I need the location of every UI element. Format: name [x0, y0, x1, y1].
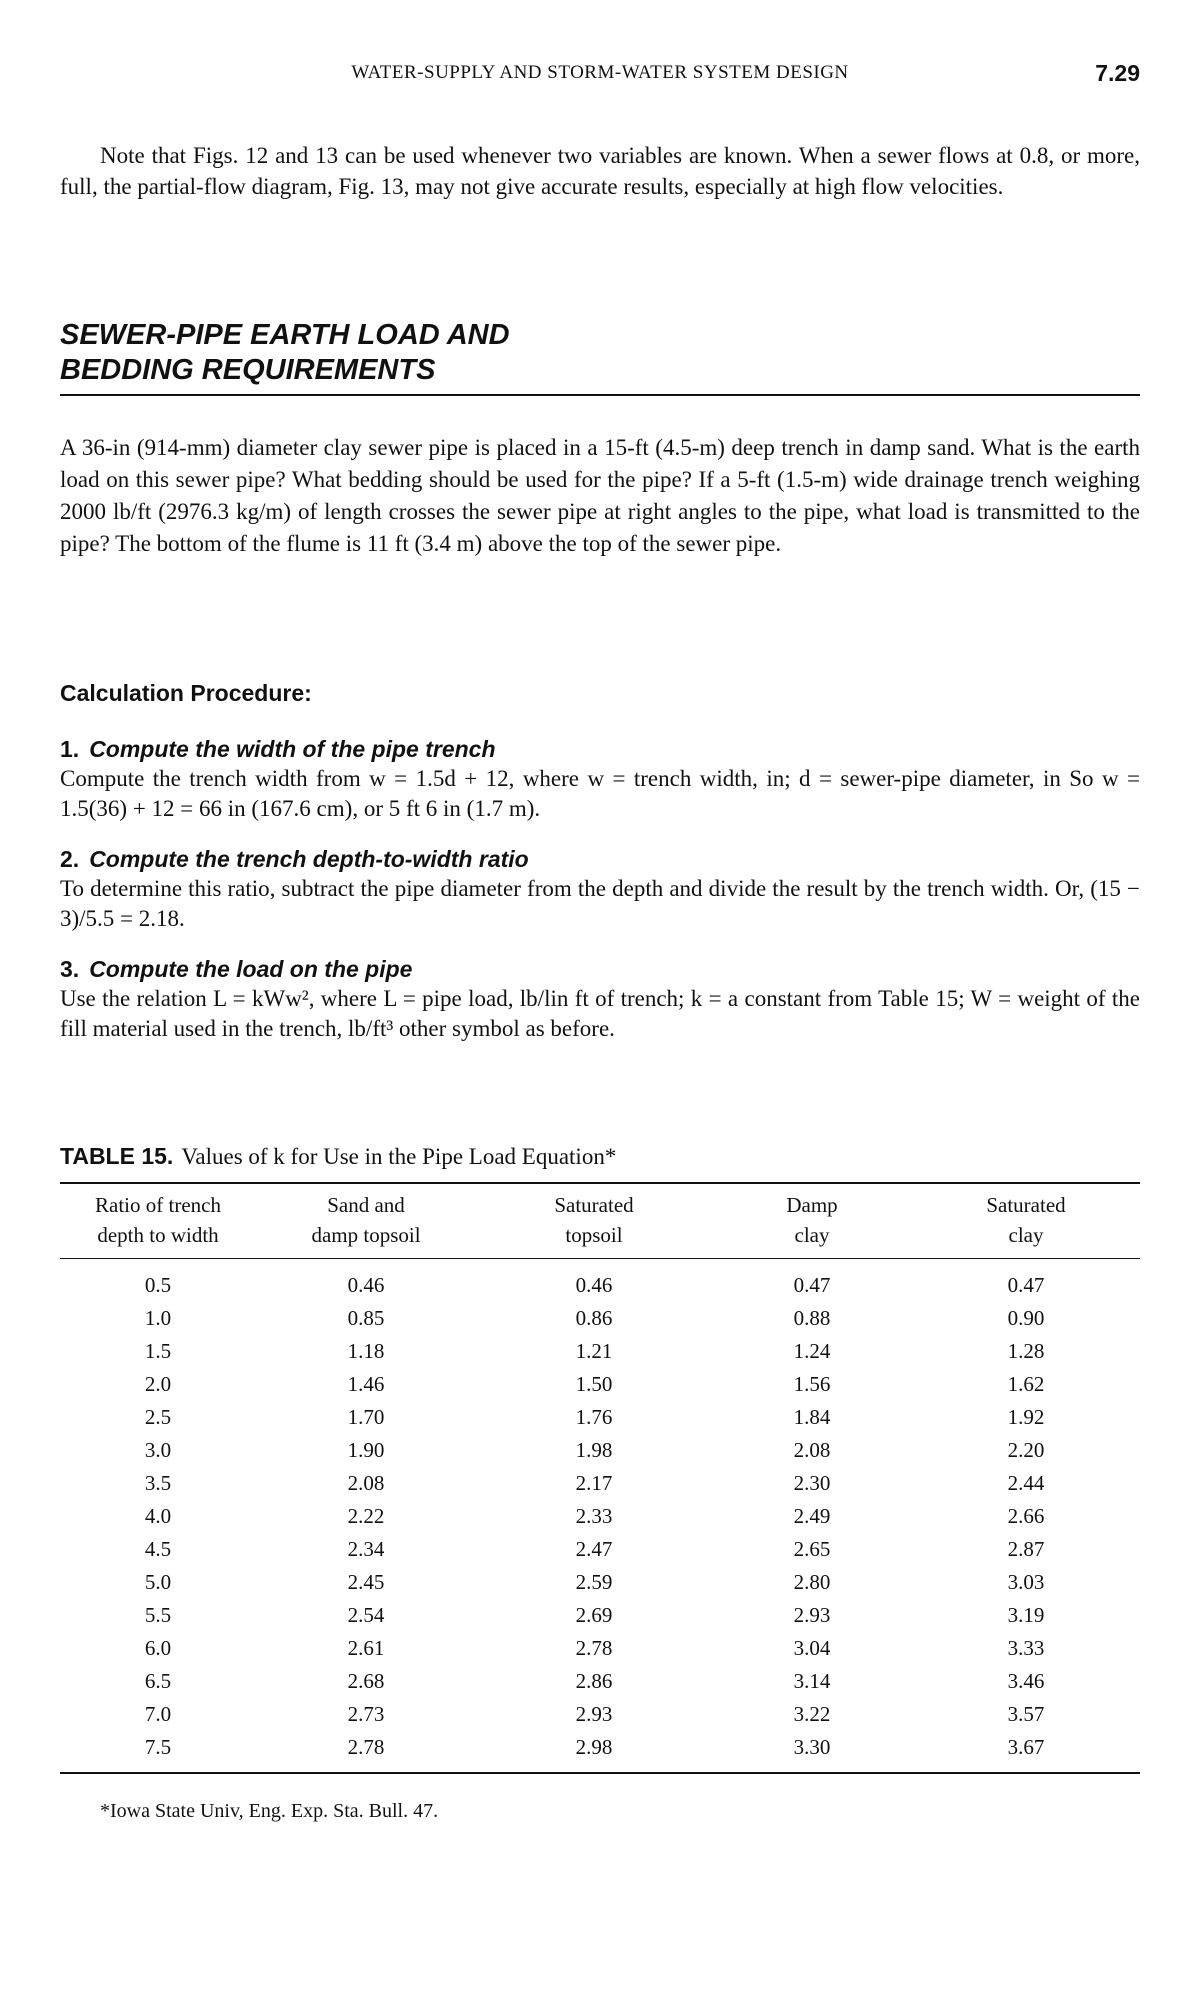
table-row: [60, 1698, 1140, 1731]
step-2-title-text: Compute the trench depth-to-width ratio: [89, 846, 529, 872]
column-header-saturated-clay: Saturated clay: [912, 1184, 1140, 1259]
table-cell-saturated-topsoil: 2.93: [575, 1702, 613, 1726]
table-body: [60, 1259, 1140, 1773]
table-row: [60, 1665, 1140, 1698]
table-row: [60, 1335, 1140, 1368]
table-cell-damp-clay: 2.65: [793, 1537, 831, 1561]
table-cell-saturated-clay: 1.92: [1007, 1405, 1045, 1429]
step-3-body: Use the relation L = kWw², where L = pipe load, lb/lin ft of trench; k = a constant from Table 15; W = weight of the fill material used in the trench, lb/ft³ other symbol as before.: [60, 986, 1140, 1041]
table-footnote: *Iowa State Univ, Eng. Exp. Sta. Bull. 47.: [100, 1800, 439, 1822]
table-cell-saturated-clay: 3.33: [1007, 1636, 1045, 1660]
step-2: [60, 844, 1140, 934]
table-cell-ratio: 5.5: [144, 1603, 172, 1627]
table-row: [60, 1368, 1140, 1401]
step-3-title: [60, 954, 1140, 984]
step-1-body: Compute the trench width from w = 1.5d + 12, where w = trench width, in; d = sewer-pipe diameter, in So w = 1.5(36) + 12 = 66 in (167.6 cm), or 5 ft 6 in (1.7 m).: [60, 766, 1140, 821]
table-cell-saturated-topsoil: 2.59: [575, 1570, 613, 1594]
table-cell-saturated-clay: 2.20: [1007, 1438, 1045, 1462]
table-cell-saturated-topsoil: 2.78: [575, 1636, 613, 1660]
table-cell-saturated-clay: 2.87: [1007, 1537, 1045, 1561]
table-cell-saturated-topsoil: 1.76: [575, 1405, 613, 1429]
table-cell-damp-clay: 0.47: [793, 1273, 831, 1297]
table-caption-text: Values of k for Use in the Pipe Load Equation*: [181, 1144, 617, 1169]
table-cell-ratio: 6.0: [144, 1636, 172, 1660]
step-3: [60, 954, 1140, 1044]
table-cell-damp-clay: 3.04: [793, 1636, 831, 1660]
table-cell-sand-damp-topsoil: 2.73: [347, 1702, 385, 1726]
table-cell-damp-clay: 3.30: [793, 1735, 831, 1759]
table-cell-saturated-clay: 3.19: [1007, 1603, 1045, 1627]
step-2-number: 2.: [60, 846, 80, 872]
step-1: [60, 734, 1140, 824]
table-cell-saturated-topsoil: 2.33: [575, 1504, 613, 1528]
table-cell-ratio: 3.0: [144, 1438, 172, 1462]
table-cell-sand-damp-topsoil: 2.61: [347, 1636, 385, 1660]
table-cell-sand-damp-topsoil: 2.68: [347, 1669, 385, 1693]
table-cell-ratio: 6.5: [144, 1669, 172, 1693]
table-cell-damp-clay: 1.56: [793, 1372, 831, 1396]
calculation-procedure-heading: Calculation Procedure:: [60, 680, 312, 706]
table-cell-saturated-clay: 1.28: [1007, 1339, 1045, 1363]
column-header-ratio: Ratio of trench depth to width: [60, 1184, 256, 1259]
table-cell-sand-damp-topsoil: 0.85: [347, 1306, 385, 1330]
problem-statement: A 36-in (914-mm) diameter clay sewer pipe is placed in a 15-ft (4.5-m) deep trench in damp sand. What is the earth load on this sewer pipe? What bedding should be used for the pipe? If a 5-ft (1.5-m) wide drainage trench weighing 2000 lb/ft (2976.3 kg/m) of length crosses the sewer pipe at right angles to the pipe, what load is transmitted to the pipe? The bottom of the flume is 11 ft (3.4 m) above the top of the sewer pipe.: [60, 435, 1140, 556]
table-cell-sand-damp-topsoil: 2.54: [347, 1603, 385, 1627]
table-cell-sand-damp-topsoil: 2.08: [347, 1471, 385, 1495]
table-cell-ratio: 7.5: [144, 1735, 172, 1759]
table-cell-saturated-topsoil: 0.46: [575, 1273, 613, 1297]
column-header-saturated-topsoil: Saturated topsoil: [476, 1184, 712, 1259]
column-header-damp-clay: Damp clay: [712, 1184, 912, 1259]
table-cell-saturated-clay: 3.03: [1007, 1570, 1045, 1594]
section-heading-line-2: BEDDING REQUIREMENTS: [60, 354, 436, 386]
table-cell-sand-damp-topsoil: 1.70: [347, 1405, 385, 1429]
table-row: [60, 1731, 1140, 1772]
table-cell-saturated-clay: 2.44: [1007, 1471, 1045, 1495]
table-cell-saturated-clay: 0.47: [1007, 1273, 1045, 1297]
table-cell-ratio: 2.0: [144, 1372, 172, 1396]
table-cell-damp-clay: 3.22: [793, 1702, 831, 1726]
table-cell-ratio: 4.5: [144, 1537, 172, 1561]
step-3-number: 3.: [60, 956, 80, 982]
table-cell-saturated-clay: 0.90: [1007, 1306, 1045, 1330]
table-cell-saturated-topsoil: 2.98: [575, 1735, 613, 1759]
table-row: [60, 1566, 1140, 1599]
running-head: [60, 60, 1140, 90]
table-cell-damp-clay: 1.24: [793, 1339, 831, 1363]
table-15: [60, 1182, 1140, 1774]
table-cell-ratio: 1.5: [144, 1339, 172, 1363]
step-2-title: [60, 844, 1140, 874]
table-cell-saturated-clay: 3.67: [1007, 1735, 1045, 1759]
table-header-row: [60, 1184, 1140, 1259]
table-cell-saturated-topsoil: 1.21: [575, 1339, 613, 1363]
table-cell-saturated-clay: 1.62: [1007, 1372, 1045, 1396]
table-cell-sand-damp-topsoil: 1.46: [347, 1372, 385, 1396]
table-cell-saturated-topsoil: 1.98: [575, 1438, 613, 1462]
table-cell-saturated-clay: 2.66: [1007, 1504, 1045, 1528]
table-cell-ratio: 1.0: [144, 1306, 172, 1330]
table-cell-damp-clay: 3.14: [793, 1669, 831, 1693]
section-heading-line-1: SEWER-PIPE EARTH LOAD AND: [60, 319, 510, 351]
table-cell-saturated-topsoil: 2.86: [575, 1669, 613, 1693]
table-row: [60, 1599, 1140, 1632]
table-row: [60, 1302, 1140, 1335]
table-row: [60, 1434, 1140, 1467]
table-caption: [60, 1143, 616, 1170]
table-cell-saturated-topsoil: 2.47: [575, 1537, 613, 1561]
table-cell-sand-damp-topsoil: 2.45: [347, 1570, 385, 1594]
table-cell-ratio: 0.5: [144, 1273, 172, 1297]
table-cell-saturated-topsoil: 0.86: [575, 1306, 613, 1330]
table-cell-sand-damp-topsoil: 1.18: [347, 1339, 385, 1363]
page-number: 7.29: [1095, 60, 1140, 86]
step-3-title-text: Compute the load on the pipe: [89, 956, 413, 982]
table-row: [60, 1500, 1140, 1533]
table-cell-saturated-topsoil: 2.69: [575, 1603, 613, 1627]
intro-paragraph: Note that Figs. 12 and 13 can be used whenever two variables are known. When a sewer flows at 0.8, or more, full, the partial-flow diagram, Fig. 13, may not give accurate results, especially at high flow velocities.: [60, 143, 1140, 199]
step-1-number: 1.: [60, 736, 80, 762]
table-cell-sand-damp-topsoil: 2.22: [347, 1504, 385, 1528]
section-heading: [60, 318, 1140, 396]
table-cell-ratio: 4.0: [144, 1504, 172, 1528]
table-cell-sand-damp-topsoil: 1.90: [347, 1438, 385, 1462]
table-row: [60, 1467, 1140, 1500]
table-cell-sand-damp-topsoil: 2.34: [347, 1537, 385, 1561]
values-table: [60, 1184, 1140, 1772]
table-cell-damp-clay: 1.84: [793, 1405, 831, 1429]
table-row: [60, 1259, 1140, 1303]
running-head-title: WATER-SUPPLY AND STORM-WATER SYSTEM DESIGN: [351, 62, 849, 83]
step-1-title: [60, 734, 1140, 764]
column-header-sand-damp-topsoil: Sand and damp topsoil: [256, 1184, 476, 1259]
table-cell-sand-damp-topsoil: 2.78: [347, 1735, 385, 1759]
table-cell-damp-clay: 0.88: [793, 1306, 831, 1330]
step-1-title-text: Compute the width of the pipe trench: [89, 736, 496, 762]
table-cell-ratio: 3.5: [144, 1471, 172, 1495]
table-cell-saturated-clay: 3.57: [1007, 1702, 1045, 1726]
table-label: TABLE 15.: [60, 1143, 174, 1169]
table-cell-saturated-clay: 3.46: [1007, 1669, 1045, 1693]
table-cell-damp-clay: 2.49: [793, 1504, 831, 1528]
table-cell-ratio: 7.0: [144, 1702, 172, 1726]
table-cell-damp-clay: 2.30: [793, 1471, 831, 1495]
table-row: [60, 1632, 1140, 1665]
table-cell-saturated-topsoil: 2.17: [575, 1471, 613, 1495]
table-cell-damp-clay: 2.80: [793, 1570, 831, 1594]
step-2-body: To determine this ratio, subtract the pipe diameter from the depth and divide the result by the trench width. Or, (15 − 3)/5.5 = 2.18.: [60, 876, 1140, 931]
table-cell-sand-damp-topsoil: 0.46: [347, 1273, 385, 1297]
table-cell-damp-clay: 2.93: [793, 1603, 831, 1627]
table-row: [60, 1401, 1140, 1434]
table-row: [60, 1533, 1140, 1566]
table-cell-ratio: 5.0: [144, 1570, 172, 1594]
table-cell-ratio: 2.5: [144, 1405, 172, 1429]
table-cell-damp-clay: 2.08: [793, 1438, 831, 1462]
table-cell-saturated-topsoil: 1.50: [575, 1372, 613, 1396]
